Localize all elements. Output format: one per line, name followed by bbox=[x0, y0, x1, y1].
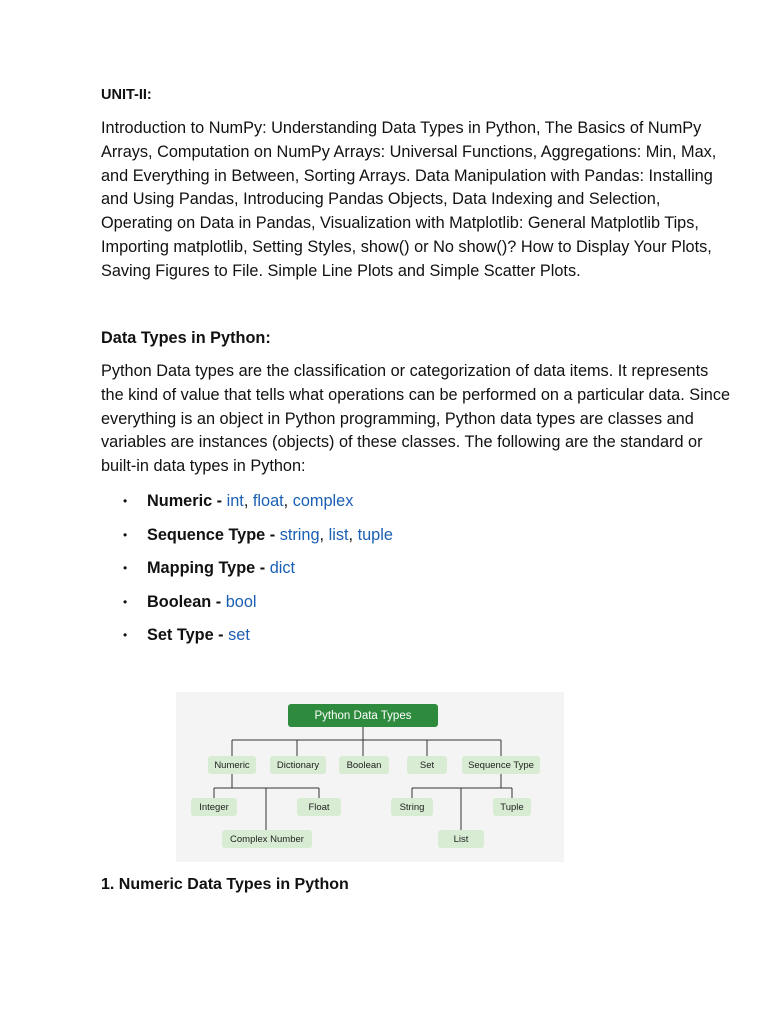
link-string[interactable]: string bbox=[279, 525, 320, 544]
node-string: String bbox=[391, 798, 433, 816]
link-set[interactable]: set bbox=[228, 626, 250, 645]
diagram-root: Python Data Types bbox=[288, 704, 438, 727]
link-list[interactable]: list bbox=[328, 525, 349, 544]
list-item bbox=[101, 591, 731, 625]
link-tuple[interactable]: tuple bbox=[357, 525, 393, 544]
list-item bbox=[101, 557, 731, 591]
node-list: List bbox=[438, 830, 484, 848]
link-float[interactable]: float bbox=[252, 492, 284, 510]
bullet-icon: • bbox=[123, 561, 128, 576]
section-heading: Data Types in Python: bbox=[101, 329, 271, 347]
node-float: Float bbox=[297, 798, 341, 816]
bullet-label: Numeric - bbox=[147, 492, 227, 510]
node-sequence-type: Sequence Type bbox=[462, 756, 540, 774]
bullet-label: Mapping Type - bbox=[147, 559, 270, 578]
bullet-icon: • bbox=[123, 494, 128, 508]
link-dict[interactable]: dict bbox=[269, 559, 296, 578]
bullet-label: Boolean - bbox=[147, 592, 226, 611]
link-bool[interactable]: bool bbox=[225, 592, 257, 611]
list-item: • Numeric - int, float, complex bbox=[101, 490, 731, 524]
node-dictionary: Dictionary bbox=[270, 756, 326, 774]
unit-heading: UNIT-II: bbox=[101, 87, 152, 103]
data-types-diagram bbox=[176, 692, 564, 862]
bullet-icon: • bbox=[123, 628, 128, 643]
node-integer: Integer bbox=[191, 798, 237, 816]
list-item: • Sequence Type - string, list, tuple bbox=[101, 524, 731, 558]
bullet-label: Set Type - bbox=[147, 626, 229, 645]
link-complex[interactable]: complex bbox=[292, 492, 354, 510]
node-tuple: Tuple bbox=[493, 798, 531, 816]
bullet-icon: • bbox=[123, 527, 128, 542]
intro-paragraph: Introduction to NumPy: Understanding Data Types in Python, The Basics of NumPy Arrays, Computation on NumPy Arrays: Universal Functions, Aggregations: Min, Max, and Everything in Between, Sorting Arrays. Data Manipulation with Pandas: Installing and Using Pandas, Introducing Pandas Objects, Data Indexing and Selection, Operating on Data in Pandas, Visualization with Matplotlib: General Matplotlib Tips, Importing matplotlib, Setting Styles, show() or No show()? How to Display Your Plots, Saving Figures to File. Simple Line Plots and Simple Scatter Plots. bbox=[101, 119, 717, 280]
bullet-label: Sequence Type - bbox=[147, 525, 280, 544]
link-int[interactable]: int bbox=[226, 492, 244, 510]
bullet-icon: • bbox=[123, 594, 128, 609]
node-set: Set bbox=[407, 756, 447, 774]
data-types-list bbox=[101, 490, 731, 658]
node-numeric: Numeric bbox=[208, 756, 256, 774]
node-complex-number: Complex Number bbox=[222, 830, 312, 848]
section-paragraph: Python Data types are the classification or categorization of data items. It represents the kind of value that tells what operations can be performed on a particular data. Since everything is an object in Python programming, Python data types are classes and variables are instances (objects) of these classes. The following are the standard or built-in data types in Python: bbox=[101, 362, 731, 476]
list-item bbox=[101, 624, 731, 658]
node-boolean: Boolean bbox=[339, 756, 389, 774]
numeric-heading: 1. Numeric Data Types in Python bbox=[101, 876, 349, 893]
